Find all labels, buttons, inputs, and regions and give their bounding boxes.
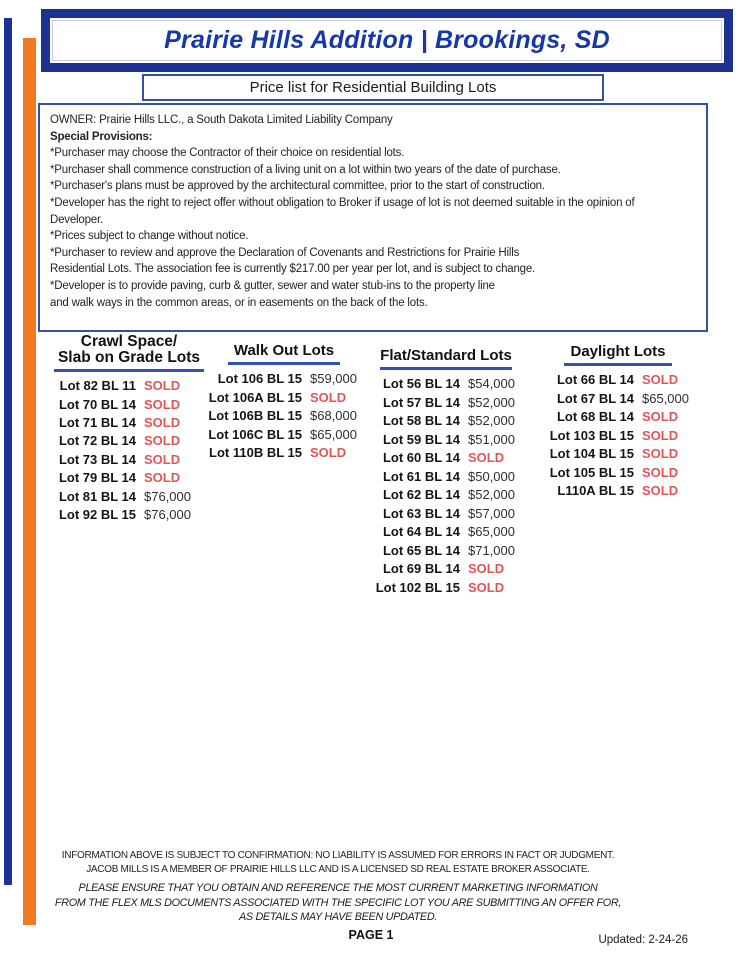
text-line: INFORMATION ABOVE IS SUBJECT TO CONFIRMATION: NO LIABILITY IS ASSUMED FOR ERRORS IN FACT OR JUDGMENT. bbox=[61, 850, 615, 861]
lot-id: Lot 106 BL 15 bbox=[217, 371, 302, 387]
special-provisions-box bbox=[38, 103, 708, 332]
lot-id: Lot 70 BL 14 bbox=[58, 396, 136, 412]
lot-id: Lot 79 BL 14 bbox=[58, 470, 136, 486]
page-title: Prairie Hills Addition | Brookings, SD bbox=[164, 26, 610, 54]
lot-price: $52,000 bbox=[468, 394, 515, 410]
text-line: *Prices subject to change without notice. bbox=[50, 230, 249, 243]
lot-price: $52,000 bbox=[468, 413, 515, 429]
lot-id: Lot 63 BL 14 bbox=[382, 505, 460, 521]
updated-date: Updated: 2-24-26 bbox=[598, 934, 688, 946]
lot-table-flat-standard bbox=[362, 348, 530, 597]
text-line: JACOB MILLS IS A MEMBER OF PRAIRIE HILLS LLC AND IS A LICENSED SD REAL ESTATE BROKER ASSOCIATE. bbox=[86, 864, 590, 875]
footer-notice bbox=[38, 881, 638, 925]
lot-table-daylight bbox=[536, 344, 700, 500]
lot-status-sold: SOLD bbox=[642, 483, 679, 499]
lot-price: $51,000 bbox=[468, 431, 515, 447]
lot-status-sold: SOLD bbox=[144, 414, 181, 430]
left-orange-accent-bar bbox=[23, 38, 36, 925]
lot-table-crawl-slab bbox=[40, 334, 218, 524]
lot-id: Lot 56 BL 14 bbox=[382, 376, 460, 392]
lot-price: $50,000 bbox=[468, 468, 515, 484]
lot-table-title-line: Walk Out Lots bbox=[233, 342, 335, 359]
lot-id: Lot 58 BL 14 bbox=[382, 413, 460, 429]
title-underline bbox=[564, 363, 672, 366]
lot-table-title-line: Slab on Grade Lots bbox=[57, 349, 201, 366]
lot-status-sold: SOLD bbox=[642, 464, 679, 480]
lot-id: Lot 65 BL 14 bbox=[382, 542, 460, 558]
lot-id: Lot 81 BL 14 bbox=[58, 488, 136, 504]
subtitle: Price list for Residential Building Lots bbox=[249, 79, 497, 96]
lot-id: Lot 82 BL 11 bbox=[59, 378, 136, 394]
lot-price: $76,000 bbox=[144, 506, 191, 522]
lot-status-sold: SOLD bbox=[642, 372, 679, 388]
page-number: PAGE 1 bbox=[348, 928, 394, 942]
lot-id: Lot 64 BL 14 bbox=[382, 524, 460, 540]
lot-table-title bbox=[196, 343, 372, 359]
lot-status-sold: SOLD bbox=[144, 378, 181, 394]
title-underline bbox=[54, 369, 204, 372]
lot-id: Lot 66 BL 14 bbox=[556, 372, 634, 388]
lot-price: $71,000 bbox=[468, 542, 515, 558]
lot-id: Lot 105 BL 15 bbox=[549, 464, 634, 480]
lot-id: Lot 106B BL 15 bbox=[208, 408, 302, 424]
lot-price: $57,000 bbox=[468, 505, 515, 521]
text-line: PLEASE ENSURE THAT YOU OBTAIN AND REFERENCE THE MOST CURRENT MARKETING INFORMATION bbox=[78, 882, 598, 894]
lot-status-sold: SOLD bbox=[468, 561, 505, 577]
title-underline bbox=[380, 367, 512, 370]
lot-id: Lot 73 BL 14 bbox=[58, 451, 136, 467]
lot-id: Lot 106A BL 15 bbox=[208, 389, 302, 405]
lot-price: $76,000 bbox=[144, 488, 191, 504]
lot-id: Lot 103 BL 15 bbox=[549, 427, 634, 443]
lot-status-sold: SOLD bbox=[468, 450, 505, 466]
lot-id: Lot 110B BL 15 bbox=[209, 445, 302, 461]
lot-price: $52,000 bbox=[468, 487, 515, 503]
lot-table-rows bbox=[362, 375, 530, 597]
text-line: *Purchaser's plans must be approved by the architectural committee, prior to the start of construction. bbox=[50, 180, 545, 193]
text-line: *Purchaser to review and approve the Declaration of Covenants and Restrictions for Prairie Hills bbox=[50, 246, 520, 259]
lot-id: Lot 92 BL 15 bbox=[58, 506, 136, 522]
lot-status-sold: SOLD bbox=[144, 433, 181, 449]
lot-status-sold: SOLD bbox=[144, 470, 181, 486]
lot-status-sold: SOLD bbox=[310, 389, 347, 405]
lot-price: $65,000 bbox=[642, 390, 689, 406]
lot-price: $65,000 bbox=[310, 426, 357, 442]
lot-table-title-line: Flat/Standard Lots bbox=[380, 347, 512, 364]
lot-id: L110A BL 15 bbox=[557, 483, 634, 499]
lot-table-rows bbox=[536, 371, 700, 501]
subtitle-box bbox=[142, 74, 604, 101]
lot-status-sold: SOLD bbox=[310, 445, 347, 461]
left-blue-accent-bar bbox=[4, 18, 12, 885]
lot-id: Lot 104 BL 15 bbox=[549, 446, 634, 462]
lot-table-title-line: Daylight Lots bbox=[570, 343, 666, 360]
text-line: *Developer has the right to reject offer without obligation to Broker if usage of lot is not deemed suitable in the opinion of bbox=[50, 196, 635, 209]
lot-table-title-line: Crawl Space/ bbox=[80, 333, 178, 350]
lot-status-sold: SOLD bbox=[144, 451, 181, 467]
text-line: *Purchaser shall commence construction of a living unit on a lot within two years of the date of purchase. bbox=[50, 163, 561, 176]
lot-price: $68,000 bbox=[310, 408, 357, 424]
lot-table-walk-out bbox=[196, 343, 372, 462]
lot-price: $54,000 bbox=[468, 376, 515, 392]
lot-status-sold: SOLD bbox=[642, 446, 679, 462]
lot-id: Lot 68 BL 14 bbox=[556, 409, 634, 425]
text-line: and walk ways in the common areas, or in easements on the back of the lots. bbox=[50, 296, 428, 309]
lot-id: Lot 106C BL 15 bbox=[208, 426, 302, 442]
lot-id: Lot 72 BL 14 bbox=[58, 433, 136, 449]
text-line: *Purchaser may choose the Contractor of their choice on residential lots. bbox=[50, 147, 405, 160]
lot-table-rows bbox=[40, 377, 218, 524]
lot-id: Lot 57 BL 14 bbox=[382, 394, 460, 410]
lot-id: Lot 59 BL 14 bbox=[382, 431, 460, 447]
title-banner-inner bbox=[52, 20, 722, 61]
lot-table-title bbox=[536, 344, 700, 360]
lot-price: $65,000 bbox=[468, 524, 515, 540]
footer-disclaimer bbox=[38, 849, 638, 877]
text-line: Residential Lots. The association fee is currently $217.00 per year per lot, and is subject to change. bbox=[50, 263, 536, 276]
text-line: *Developer is to provide paving, curb & gutter, sewer and water stub-ins to the property line bbox=[50, 279, 495, 292]
provisions-heading: Special Provisions: bbox=[50, 130, 153, 143]
lot-status-sold: SOLD bbox=[468, 579, 505, 595]
lot-id: Lot 62 BL 14 bbox=[382, 487, 460, 503]
title-underline bbox=[228, 362, 340, 365]
text-line: Developer. bbox=[50, 213, 103, 226]
lot-status-sold: SOLD bbox=[642, 409, 679, 425]
text-line: AS DETAILS MAY HAVE BEEN UPDATED. bbox=[238, 911, 438, 923]
lot-price: $59,000 bbox=[310, 371, 357, 387]
text-line: FROM THE FLEX MLS DOCUMENTS ASSOCIATED WITH THE SPECIFIC LOT YOU ARE SUBMITTING AN OFFER FOR, bbox=[54, 896, 622, 909]
lot-table-rows bbox=[196, 370, 372, 463]
lot-status-sold: SOLD bbox=[642, 427, 679, 443]
lot-id: Lot 61 BL 14 bbox=[382, 468, 460, 484]
lot-status-sold: SOLD bbox=[144, 396, 181, 412]
lot-id: Lot 69 BL 14 bbox=[382, 561, 460, 577]
provisions-lines bbox=[50, 145, 696, 311]
owner-line: OWNER: Prairie Hills LLC., a South Dakota Limited Liability Company bbox=[50, 114, 393, 126]
lot-id: Lot 67 BL 14 bbox=[556, 390, 634, 406]
lot-id: Lot 60 BL 14 bbox=[382, 450, 460, 466]
title-banner bbox=[41, 9, 733, 72]
lot-table-title bbox=[40, 334, 218, 366]
lot-id: Lot 102 BL 15 bbox=[375, 579, 460, 595]
lot-id: Lot 71 BL 14 bbox=[58, 414, 136, 430]
lot-table-title bbox=[362, 348, 530, 364]
